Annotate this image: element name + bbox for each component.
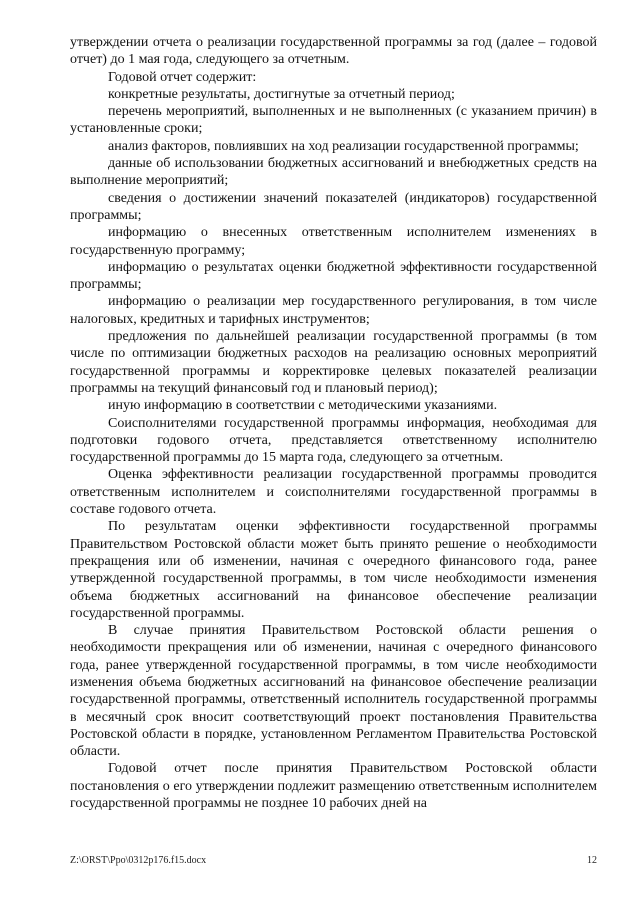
paragraph-decision-case: В случае принятия Правительством Ростовской области решения о необходимости прекращения или об изменении, начиная с очередного финансового года, ранее утвержденной государственной программы, в том числе необходимости изменения объема бюджетных ассигнований на финансовое обеспечение реализации государственной программы, ответственный исполнитель государственной программы в месячный срок вносит соответствующий проект постановления Правительства Ростовской области в порядке, установленном Регламентом Правительства Ростовской области.	[70, 623, 597, 760]
paragraph-report-contents: Годовой отчет содержит:	[108, 69, 257, 85]
paragraph-continuation: утверждении отчета о реализации государственной программы за год (далее – годовой отчет) до 1 мая года, следующего за отчетным.	[70, 35, 597, 68]
list-item: перечень мероприятий, выполненных и не выполненных (с указанием причин) в установленные сроки;	[70, 104, 597, 137]
list-item: предложения по дальнейшей реализации государственной программы (в том числе по оптимизации бюджетных расходов на реализацию основных мероприятий государственной программы и корректировке целевых показателей реализации программы на текущий финансовый год и плановый период);	[70, 329, 597, 396]
list-item: информацию о реализации мер государственного регулирования, в том числе налоговых, кредитных и тарифных инструментов;	[70, 294, 597, 327]
list-item: информацию о результатах оценки бюджетной эффективности государственной программы;	[70, 259, 597, 293]
footer-file-path: Z:\ORST\Ppo\0312p176.f15.docx	[70, 855, 207, 866]
page-number: 12	[587, 855, 597, 866]
list-item: анализ факторов, повлиявших на ход реализации государственной программы;	[108, 138, 579, 154]
list-item: иную информацию в соответствии с методическими указаниями.	[108, 398, 498, 414]
paragraph-evaluation-results: По результатам оценки эффективности государственной программы Правительством Ростовской области может быть принято решение о необходимости прекращения или об изменении, начиная с очередного финансового года, ранее утвержденной государственной программы, в том числе необходимости изменения объема бюджетных ассигнований на финансовое обеспечение реализации государственной программы.	[70, 519, 597, 621]
paragraph-evaluation: Оценка эффективности реализации государственной программы проводится ответственным исполнителем и соисполнителями государственной программы в составе годового отчета.	[70, 467, 597, 518]
paragraph-publication: Годовой отчет после принятия Правительством Ростовской области постановления о его утверждении подлежит размещению ответственным исполнителем государственной программы не позднее 10 рабочих дней на	[70, 761, 597, 812]
list-item: сведения о достижении значений показателей (индикаторов) государственной программы;	[70, 190, 597, 223]
document-body	[70, 34, 597, 812]
list-item: данные об использовании бюджетных ассигнований и внебюджетных средств на выполнение мероприятий;	[70, 156, 597, 189]
list-item: информацию о внесенных ответственным исполнителем изменениях в государственную программу;	[70, 225, 597, 258]
paragraph-coexecutors: Соисполнителями государственной программы информация, необходимая для подготовки годового отчета, представляется ответственному исполнителю государственной программы до 15 марта года, следующего за отчетным.	[70, 415, 597, 466]
page-footer	[70, 855, 597, 869]
list-item: конкретные результаты, достигнутые за отчетный период;	[108, 86, 455, 102]
